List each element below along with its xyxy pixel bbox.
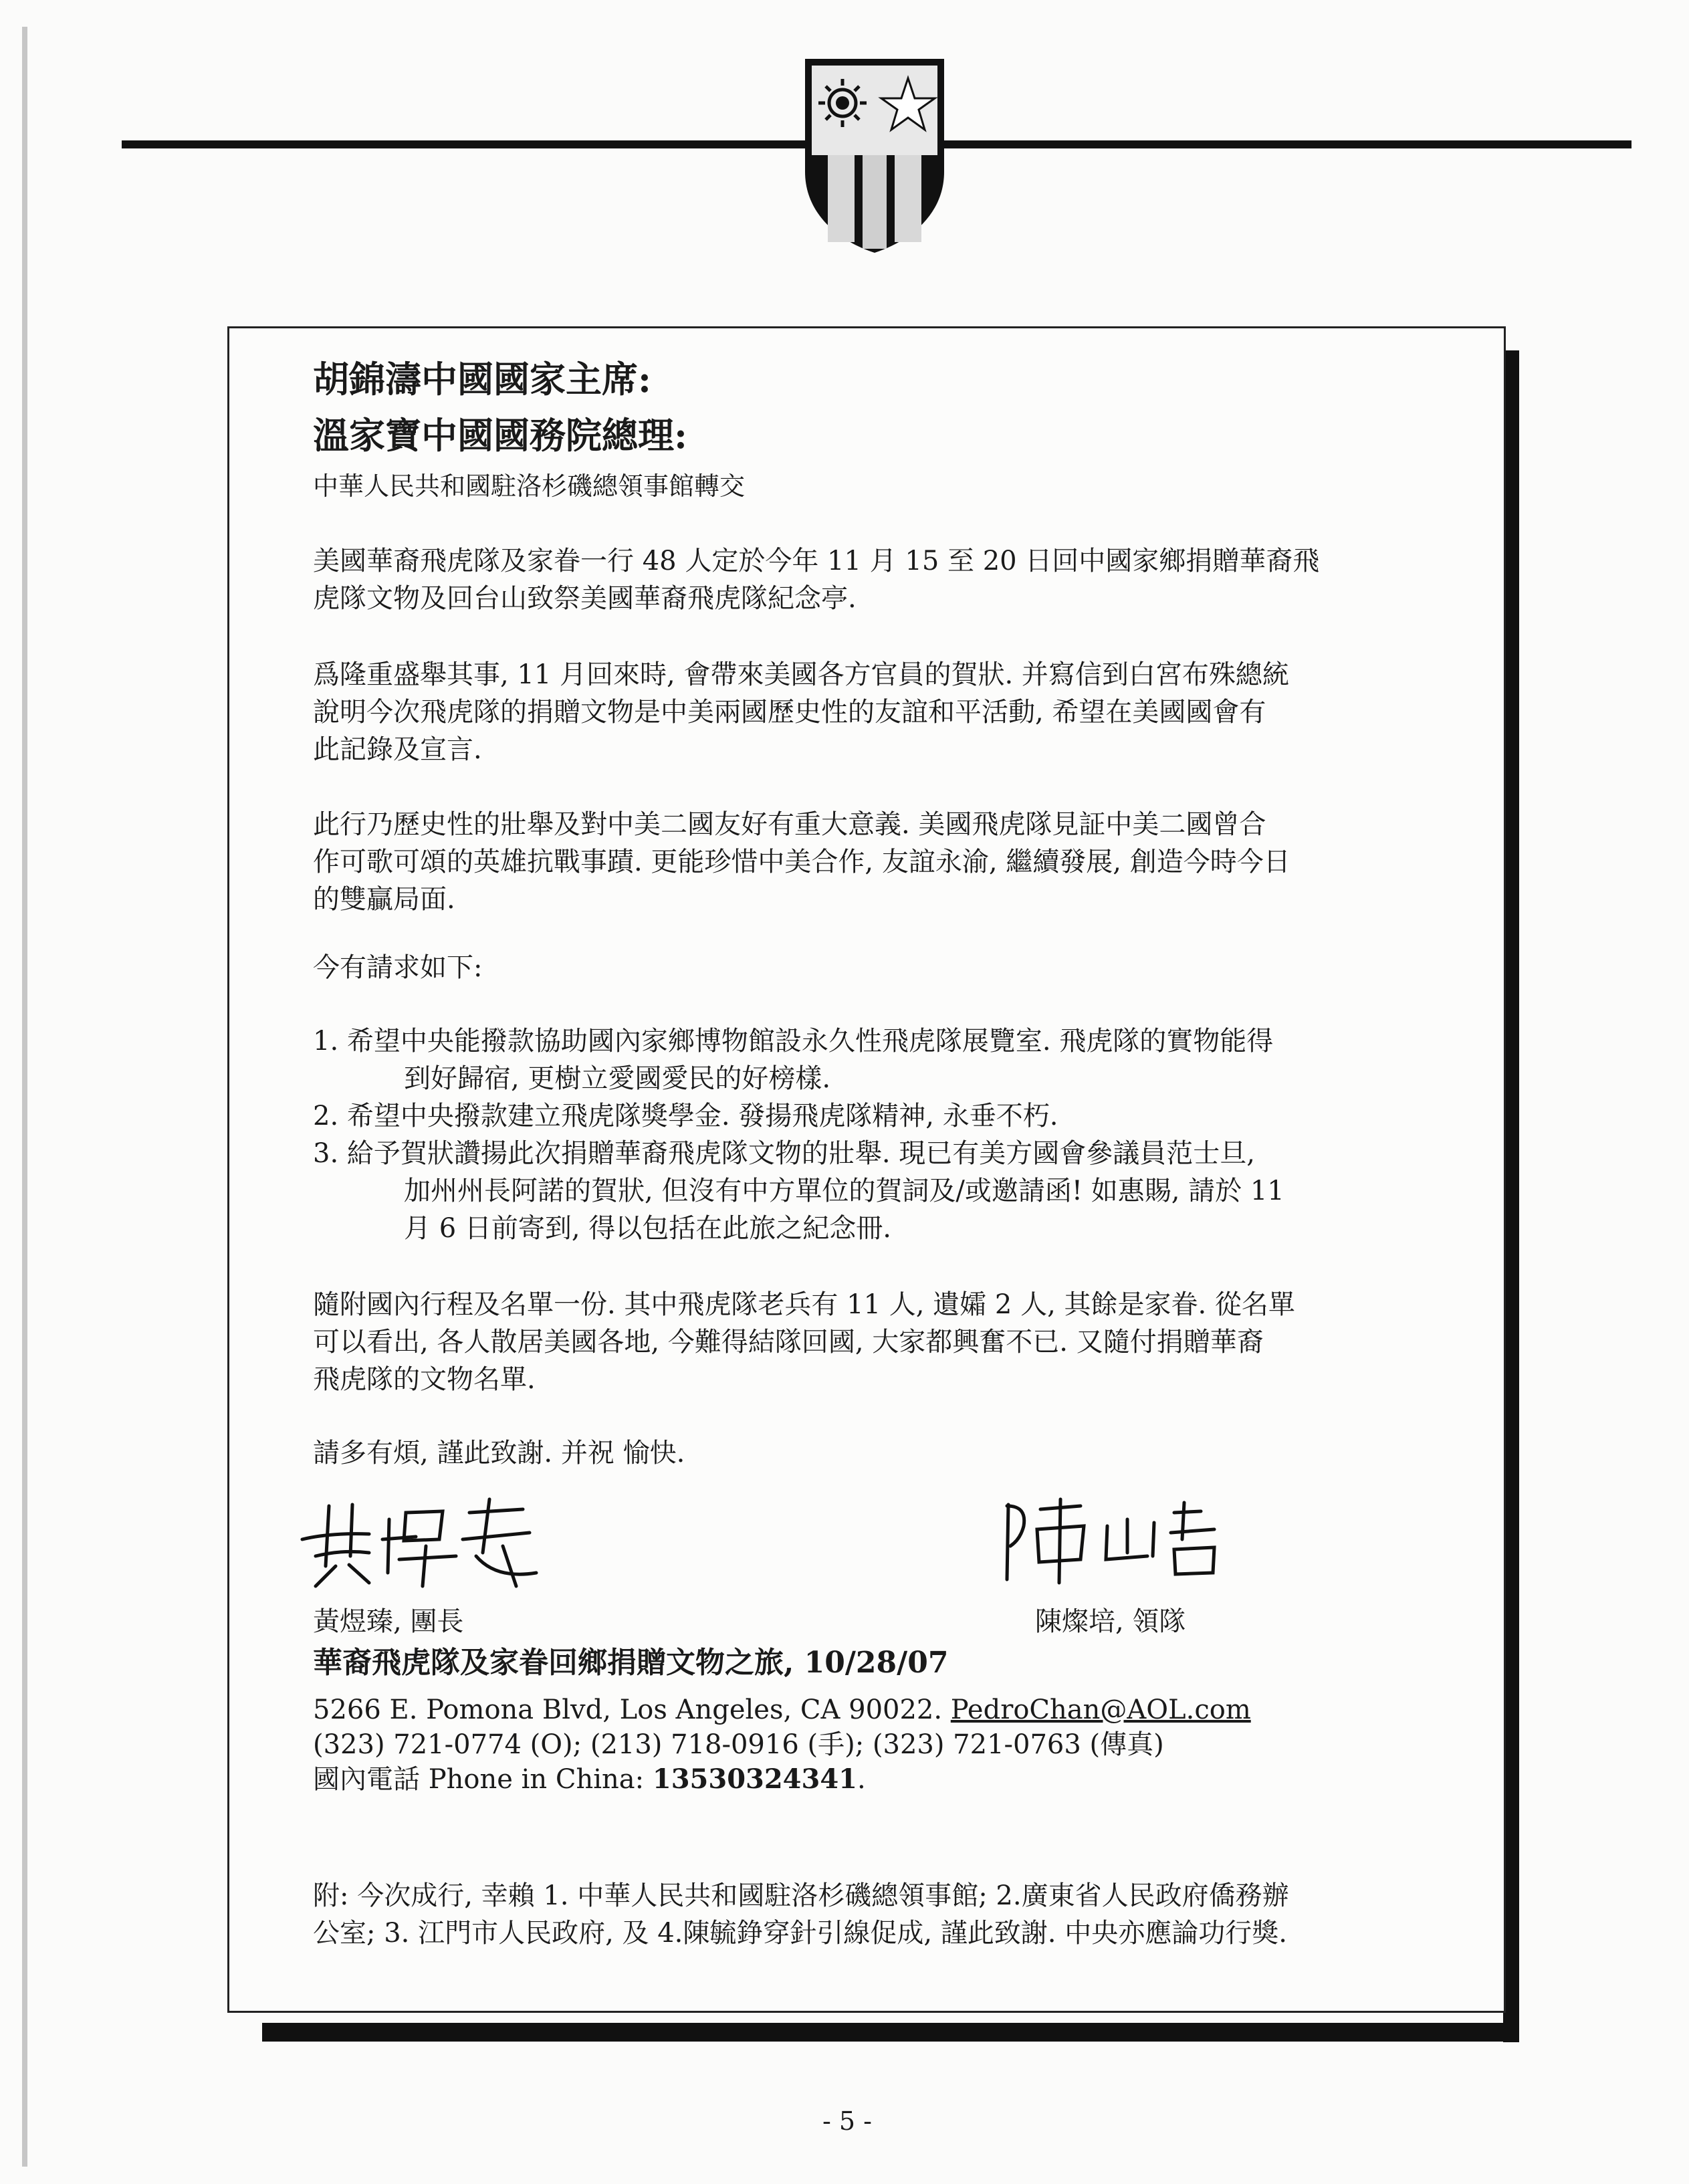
postscript-line-2: 公室; 3. 江門市人民政府, 及 4.陳毓錚穿針引線促成, 謹此致謝. 中央亦應論功行獎. [313, 1918, 1287, 1949]
email-link[interactable]: PedroChan@AOL.com [950, 1695, 1251, 1725]
signature-right-image [994, 1493, 1234, 1586]
paragraph-1-line-1: 美國華裔飛虎隊及家眷一行 48 人定於今年 11 月 15 至 20 日回中國家鄉捐贈華裔飛 [313, 546, 1320, 576]
china-phone-line [313, 1761, 1463, 1797]
closing-line: 請多有煩, 謹此致謝. 并祝 愉快. [313, 1438, 685, 1468]
request-intro: 今有請求如下: [313, 952, 483, 983]
shield-emblem-icon [801, 55, 948, 255]
paragraph-2-line-3: 此記錄及宣言. [313, 734, 482, 765]
paragraph-4-line-1: 隨附國內行程及名單一份. 其中飛虎隊老兵有 11 人, 遺孀 2 人, 其餘是家眷. 從名單 [313, 1289, 1295, 1320]
china-phone-end: . [857, 1764, 866, 1795]
scan-left-edge [22, 27, 27, 2167]
salutation-line-2: 溫家寶中國國務院總理: [313, 414, 687, 457]
via-line: 中華人民共和國駐洛杉磯總領事館轉交 [313, 471, 746, 501]
paragraph-2-line-1: 爲隆重盛舉其事, 11 月回來時, 會帶來美國各方官員的賀狀. 并寫信到白宮布殊總統 [313, 659, 1289, 690]
address-text: 5266 E. Pomona Blvd, Los Angeles, CA 90022. [313, 1695, 943, 1725]
paragraph-1-line-2: 虎隊文物及回台山致祭美國華裔飛虎隊紀念亭. [313, 583, 857, 614]
page-number: - 5 - [822, 2106, 873, 2136]
signer-right: 陳燦培, 領隊 [1035, 1606, 1186, 1637]
paragraph-2-line-2: 說明今次飛虎隊的捐贈文物是中美兩國歷史性的友誼和平活動, 希望在美國國會有 [313, 697, 1266, 728]
postscript-line-1: 附: 今次成行, 幸賴 1. 中華人民共和國駐洛杉磯總領事館; 2.廣東省人民政府僑務辦 [313, 1880, 1289, 1911]
org-line: 華裔飛虎隊及家眷回鄉捐贈文物之旅, 10/28/07 [313, 1646, 949, 1680]
address-line [313, 1692, 1463, 1728]
signature-left-image [289, 1493, 543, 1593]
signer-left: 黃煜臻, 團長 [313, 1606, 464, 1637]
china-phone-number: 13530324341 [652, 1763, 858, 1795]
paragraph-3-line-3: 的雙贏局面. [313, 884, 455, 915]
frame-shadow-bottom [262, 2023, 1519, 2042]
paragraph-4-line-3: 飛虎隊的文物名單. [313, 1364, 536, 1395]
paragraph-3-line-2: 作可歌可頌的英雄抗戰事蹟. 更能珍惜中美合作, 友誼永渝, 繼續發展, 創造今時今日 [313, 847, 1290, 877]
china-phone-label: 國內電話 Phone in China: [313, 1764, 653, 1795]
request-3-line-2: 加州州長阿諾的賀狀, 但沒有中方單位的賀詞及/或邀請函! 如惠賜, 請於 11 [404, 1176, 1284, 1206]
paragraph-4-line-2: 可以看出, 各人散居美國各地, 今難得結隊回國, 大家都興奮不已. 又隨付捐贈華裔 [313, 1327, 1264, 1357]
request-2-line-1: 2. 希望中央撥款建立飛虎隊獎學金. 發揚飛虎隊精神, 永垂不朽. [313, 1101, 1058, 1131]
phones-line: (323) 721-0774 (O); (213) 718-0916 (手); (323) 721-0763 (傳真) [313, 1729, 1164, 1760]
paragraph-3-line-1: 此行乃歷史性的壯舉及對中美二國友好有重大意義. 美國飛虎隊見証中美二國曾合 [313, 809, 1266, 840]
request-1-line-1: 1. 希望中央能撥款協助國內家鄉博物館設永久性飛虎隊展覽室. 飛虎隊的實物能得 [313, 1026, 1274, 1057]
salutation-line-1: 胡錦濤中國國家主席: [313, 358, 651, 401]
request-1-line-2: 到好歸宿, 更樹立愛國愛民的好榜樣. [404, 1063, 831, 1094]
request-3-line-3: 月 6 日前寄到, 得以包括在此旅之紀念冊. [404, 1213, 892, 1244]
request-3-line-1: 3. 給予賀狀讚揚此次捐贈華裔飛虎隊文物的壯舉. 現已有美方國會參議員范士旦, [313, 1138, 1256, 1169]
